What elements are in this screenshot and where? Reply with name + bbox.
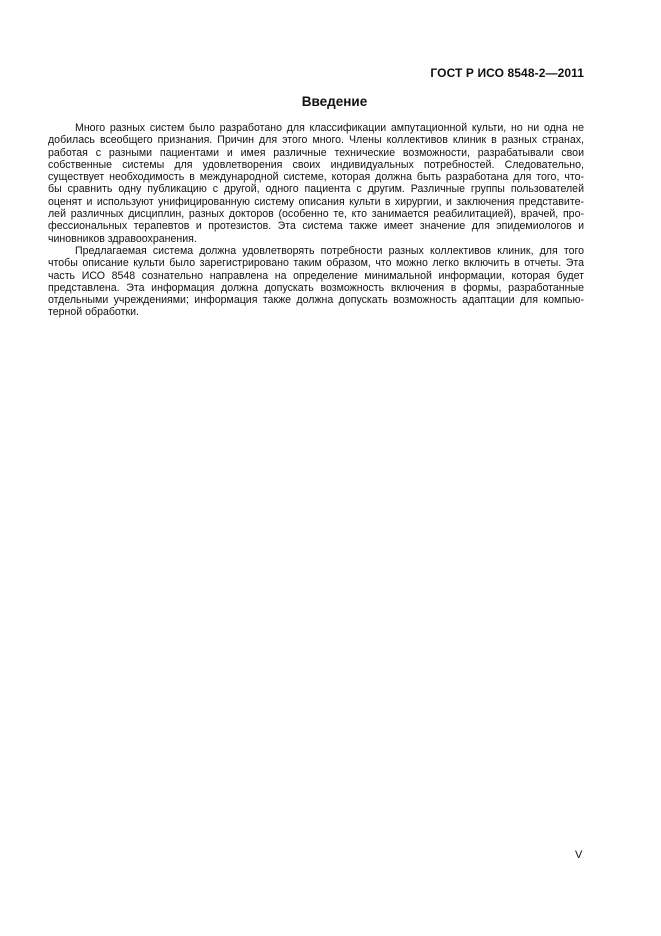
paragraph-line: лей различных дисциплин, разных докторов (особенно те, кто занимается реабилитацией), врачей, про- bbox=[48, 208, 584, 221]
paragraph-1 bbox=[48, 122, 584, 245]
paragraph-line: добилась всеобщего признания. Причин для этого много. Члены коллективов клиник в разных странах, bbox=[48, 134, 584, 147]
paragraph-line: фессиональных терапевтов и протезистов. Эта система также имеет значение для эпидемиологов и bbox=[48, 220, 584, 233]
paragraph-line: терной обработки. bbox=[48, 306, 139, 319]
paragraph-line: чтобы описание культи было зарегистрировано таким образом, что можно легко включить в отчеты. Эта bbox=[48, 257, 584, 270]
paragraph-line: часть ИСО 8548 сознательно направлена на определение минимальной информации, которая будет bbox=[48, 269, 584, 282]
paragraph-line: Предлагаемая система должна удовлетворять потребности разных коллективов клиник, для того bbox=[75, 244, 584, 257]
paragraph-line: существует необходимость в международной системе, которая должна быть разработана для того, что- bbox=[48, 171, 584, 184]
paragraph-2 bbox=[48, 245, 584, 319]
section-title: Введение bbox=[301, 94, 368, 109]
paragraph-line: представлена. Эта информация должна допускать возможность включения в формы, разработанные bbox=[48, 281, 584, 294]
paragraph-line: Много разных систем было разработано для классификации ампутационной культи, но ни одна не bbox=[75, 122, 584, 134]
body-text bbox=[48, 122, 584, 319]
document-code-header: ГОСТ Р ИСО 8548-2—2011 bbox=[430, 66, 584, 80]
paragraph-line: отдельными учреждениями; информация также должна допускать возможность адаптации для компью- bbox=[48, 294, 584, 307]
paragraph-line: собственные системы для удовлетворения своих индивидуальных потребностей. Следовательно, bbox=[48, 158, 584, 171]
paragraph-line: бы сравнить одну публикацию с другой, одного пациента с другим. Различные группы пользователей bbox=[48, 183, 584, 196]
paragraph-line: работая с разными пациентами и имея различные технические возможности, разрабатывали свои bbox=[48, 146, 584, 159]
page-number: V bbox=[575, 849, 583, 861]
paragraph-line: чиновников здравоохранения. bbox=[48, 232, 197, 245]
paragraph-line: оценят и используют унифицированную систему описания культи в хирургии, и заключения представите- bbox=[48, 195, 584, 208]
